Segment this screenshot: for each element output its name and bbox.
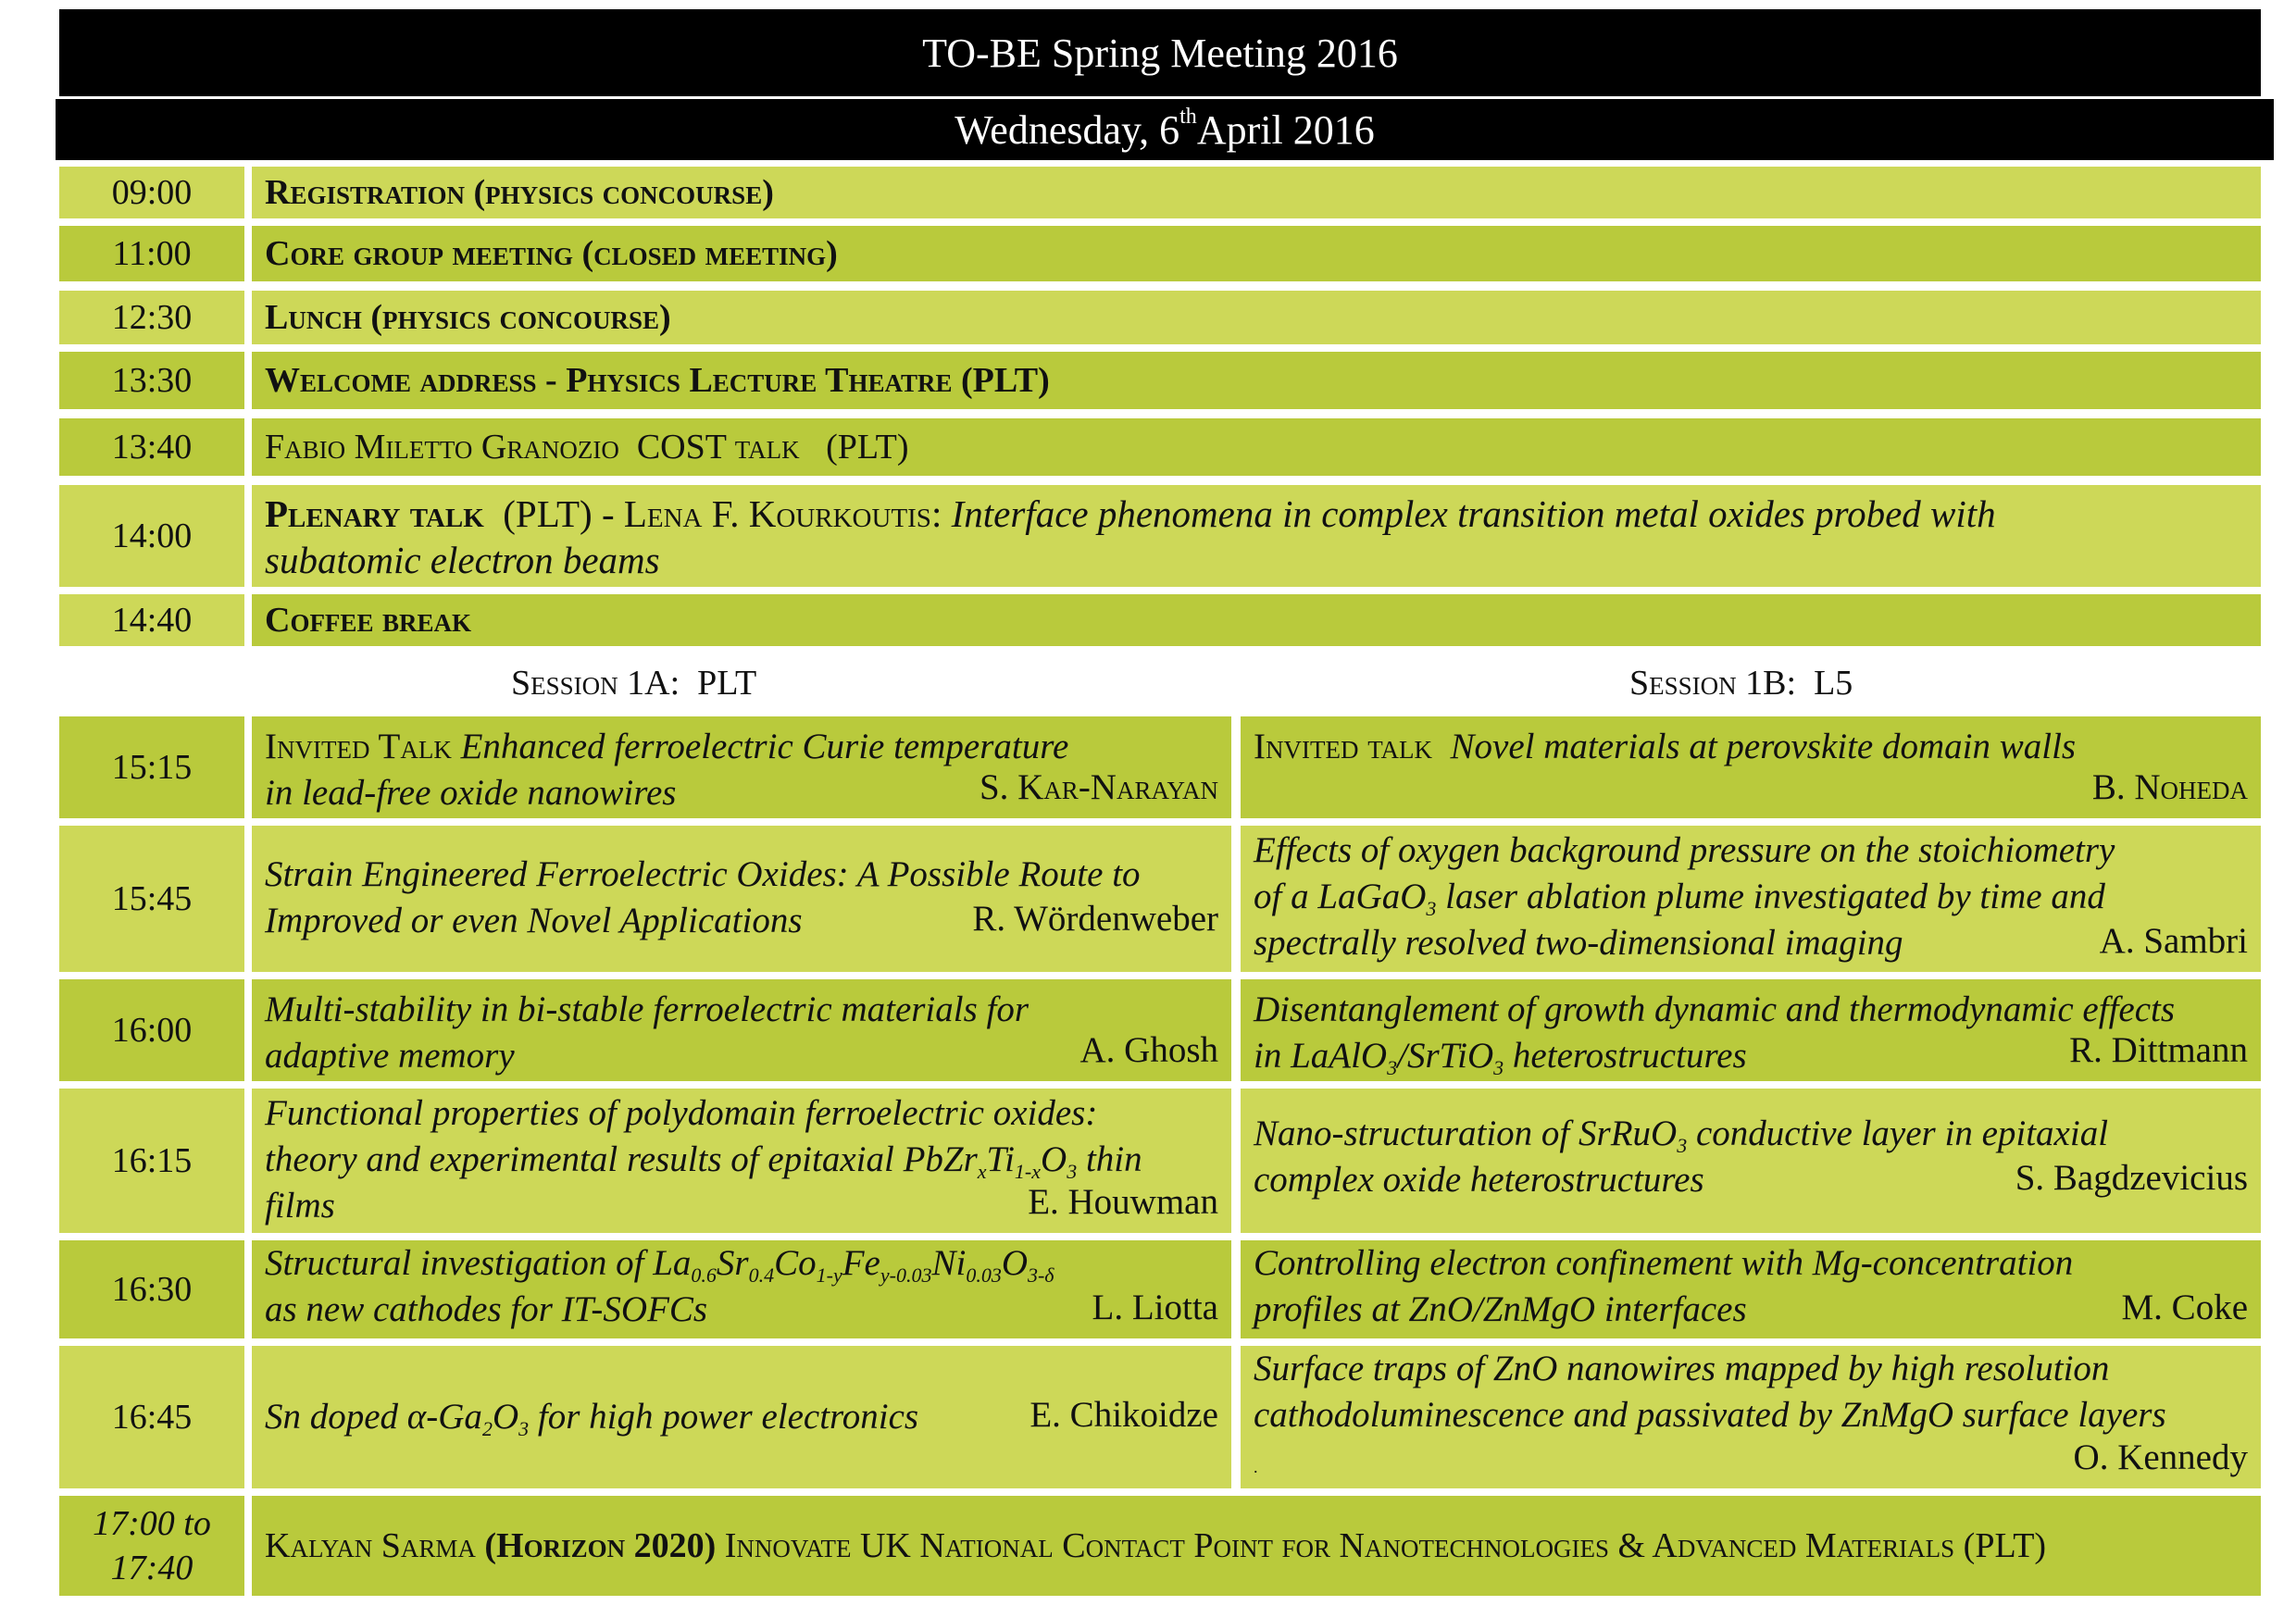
talk-title-part: heterostructures [1504,1036,1747,1076]
room: (PLT) [826,428,909,467]
talk-title: Interface phenomena in complex transition metal oxides probed with [951,492,1996,535]
talk-1a-1545 [252,826,1231,972]
talk-1a-1630 [252,1240,1231,1338]
speaker-name: Lena F. Kourkoutis [623,492,931,535]
time-cell: 16:15 [59,1089,244,1233]
time-cell: 11:00 [59,226,244,281]
talk-title-cont: adaptive memory [265,1036,515,1076]
organization: (Horizon 2020) [484,1526,717,1565]
session-label: Session 1A: [511,664,680,703]
talk-title-part: laser ablation plume investigated by time and [1436,877,2105,916]
talk-title-cont: subatomic electron beams [265,539,660,581]
session-1b-heading [1629,663,1853,703]
talk-1b-1515 [1241,716,2261,818]
page-title: TO-BE Spring Meeting 2016 [59,9,2261,96]
event-cost-talk [252,418,2261,476]
speaker-name: M. Coke [2121,1288,2248,1327]
talk-title-part: O [1001,1243,1028,1283]
talk-title: Effects of oxygen background pressure on the stoichiometry [1254,830,2115,870]
speaker-name: E. Chikoidze [1029,1395,1218,1435]
talk-title-part: in LaAlO [1254,1036,1388,1076]
talk-title-cont: films [265,1186,335,1226]
time-cell [59,1496,244,1596]
time-start: 17:00 to [93,1504,211,1543]
talk-title-part: thin [1077,1139,1142,1179]
talk-title-cont: Improved or even Novel Applications [265,901,803,940]
colon: : [930,492,952,535]
subscript: 0.4 [748,1263,775,1287]
subscript: x [977,1160,987,1183]
time-cell: 16:45 [59,1346,244,1488]
speaker-name: O. Kennedy [2073,1438,2248,1477]
talk-title-cont: as new cathodes for IT-SOFCs [265,1289,708,1329]
time-cell: 15:45 [59,826,244,972]
talk-title-cont: complex oxide heterostructures [1254,1160,1704,1200]
talk-1a-1615 [252,1089,1231,1233]
talk-type: Invited Talk [265,727,452,766]
subscript: 3 [1067,1160,1078,1183]
talk-1b-1545 [1241,826,2261,972]
subscript: 3 [1387,1056,1398,1079]
speaker-name: E. Houwman [1028,1182,1218,1222]
day-prefix: Wednesday, 6 [955,106,1180,153]
talk-title-cont: profiles at ZnO/ZnMgO interfaces [1254,1289,1747,1329]
subscript: 3 [1426,897,1437,920]
time-end: 17:40 [110,1549,193,1587]
day-suffix: April 2016 [1196,106,1375,153]
talk-title-part: Fe [842,1243,880,1283]
talk-1b-1615 [1241,1089,2261,1233]
talk-title-part: Sr [716,1243,749,1283]
event-coffee: Coffee break [252,594,2261,646]
talk-1a-1600 [252,979,1231,1081]
talk-title-part: Ni [931,1243,967,1283]
talk-title-part: O [1041,1139,1067,1179]
talk-1a-1645 [252,1346,1231,1488]
talk-title-cont: cathodoluminescence and passivated by ZnMgO surface layers [1254,1395,2166,1435]
talk-title-part: /SrTiO [1397,1036,1494,1076]
stray-dot: . [1254,1458,1258,1476]
talk-title-part: conductive layer in epitaxial [1687,1114,2109,1153]
subscript: 0.6 [691,1263,717,1287]
talk-title: Surface traps of ZnO nanowires mapped by high resolution [1254,1349,2110,1388]
event-lunch: Lunch (physics concourse) [252,291,2261,344]
talk-title: Novel materials at perovskite domain walls [1450,727,2077,766]
subscript: 2 [481,1417,493,1440]
talk-title-part: Sn doped α-Ga [265,1397,482,1437]
speaker-name: S. Bagdzevicius [2015,1158,2248,1198]
subscript: 3 [1493,1056,1504,1079]
subscript: 3 [1677,1134,1688,1157]
talk-title: Controlling electron confinement with Mg-concentration [1254,1243,2074,1283]
talk-title-cont: in lead-free oxide nanowires [265,773,677,813]
talk-title: Strain Engineered Ferroelectric Oxides: A Possible Route to [265,854,1141,894]
talk-type: Plenary talk [265,492,484,535]
time-cell: 12:30 [59,291,244,344]
time-cell: 13:40 [59,418,244,476]
talk-title: Functional properties of polydomain ferroelectric oxides: [265,1093,1098,1133]
time-cell: 15:15 [59,716,244,818]
talk-title: Disentanglement of growth dynamic and thermodynamic effects [1254,989,2176,1029]
room: (PLT) - [503,492,624,535]
subscript: 0.03 [966,1263,1002,1287]
speaker-name: A. Sambri [2099,921,2248,961]
talk-title-part: Nano-structuration of SrRuO [1254,1114,1678,1153]
speaker-name: B. Noheda [2091,767,2248,807]
event-closing [252,1496,2261,1596]
talk-1b-1600 [1241,979,2261,1081]
talk-1b-1645 [1241,1346,2261,1488]
subscript: 3-δ [1027,1263,1054,1287]
day-sup: th [1179,104,1197,129]
event-registration: Registration (physics concourse) [252,167,2261,218]
talk-title-part: theory and experimental results of epitaxial PbZr [265,1139,978,1179]
time-cell: 13:30 [59,352,244,409]
talk-title-part: Structural investigation of La [265,1243,692,1283]
talk-title: Multi-stability in bi-stable ferroelectric materials for [265,989,1029,1029]
talk-title-part: Ti [986,1139,1015,1179]
speaker-name: S. Kar-Narayan [979,767,1218,807]
session-room: PLT [697,664,757,703]
talk-1a-1515 [252,716,1231,818]
event-description: Innovate UK National Contact Point for Nanotechnologies & Advanced Materials (PLT) [724,1526,2047,1565]
session-label: Session 1B: [1629,664,1797,703]
speaker-name: A. Ghosh [1079,1030,1218,1070]
event-plenary [252,485,2261,587]
talk-title-part: O [492,1397,519,1437]
talk-title: Enhanced ferroelectric Curie temperature [460,727,1069,766]
time-cell: 14:40 [59,594,244,646]
talk-title-part: of a LaGaO [1254,877,1427,916]
subscript: y-0.03 [880,1263,932,1287]
time-cell: 16:30 [59,1240,244,1338]
talk-title-part: for high power electronics [529,1397,919,1437]
day-header [56,99,2274,160]
subscript: 3 [518,1417,530,1440]
event-core-group: Core group meeting (closed meeting) [252,226,2261,281]
event-welcome: Welcome address - Physics Lecture Theatre (PLT) [252,352,2261,409]
time-cell: 16:00 [59,979,244,1081]
speaker-name: R. Dittmann [2069,1030,2248,1070]
subscript: 1-x [1014,1160,1042,1183]
session-room: L5 [1814,664,1853,703]
speaker-name: Kalyan Sarma [265,1526,476,1565]
talk-1b-1630 [1241,1240,2261,1338]
speaker-name: R. Wördenweber [972,899,1218,939]
talk-title-cont: spectrally resolved two-dimensional imaging [1254,923,1903,963]
speaker-name: Fabio Miletto Granozio [265,428,619,467]
talk-type: Invited talk [1254,727,1433,766]
speaker-name: L. Liotta [1092,1288,1218,1327]
talk-title-part: Co [774,1243,817,1283]
time-cell: 09:00 [59,167,244,218]
subscript: 1-y [816,1263,842,1287]
session-1a-heading [511,663,756,703]
talk-type: COST talk [636,428,800,467]
time-cell: 14:00 [59,485,244,587]
